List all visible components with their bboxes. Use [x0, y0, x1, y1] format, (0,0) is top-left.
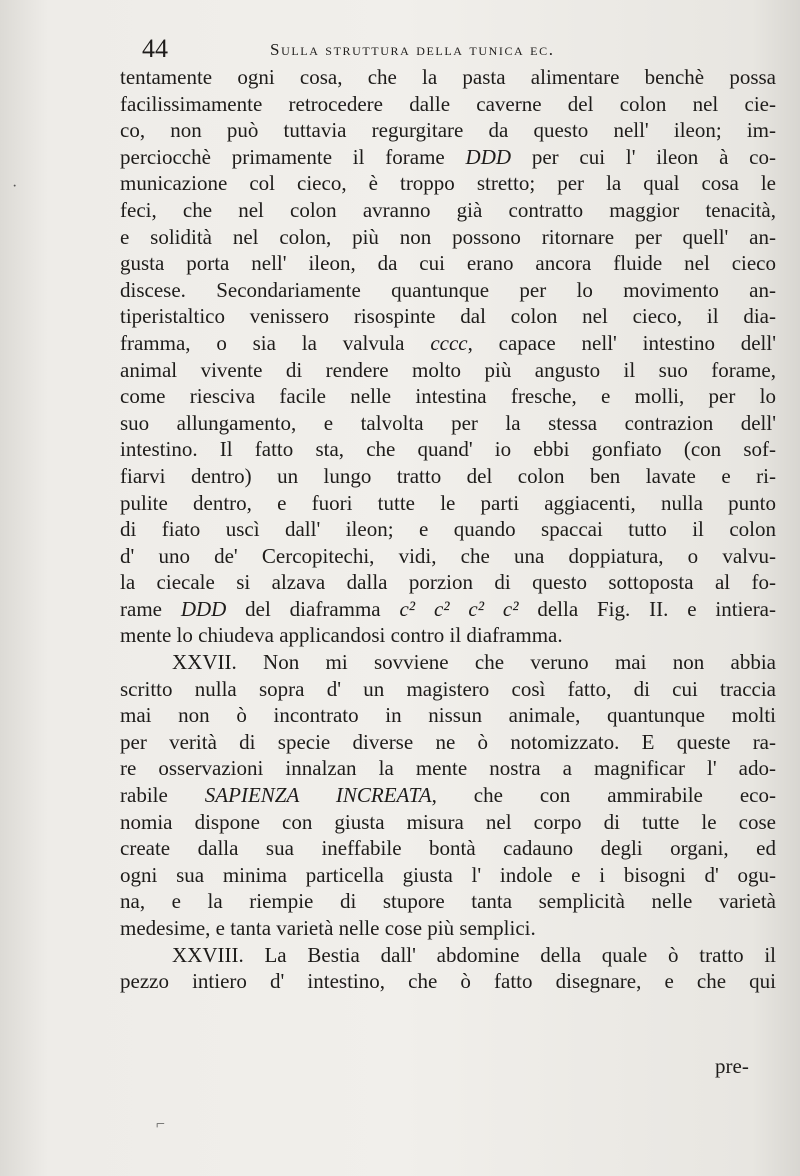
text-run: come riesciva facile nelle intestina fresche, e molli, per lo [120, 384, 776, 409]
text-run: per cui l' ileon à co- [511, 144, 776, 169]
text-run: perciocchè primamente il forame [120, 144, 466, 169]
text-run: na, e la riempie di stupore tanta semplicità nelle varietà [120, 889, 776, 914]
text-line [120, 516, 776, 543]
text-run: XXVIII. La Bestia dall' abdomine della quale ò tratto il [172, 942, 776, 967]
text-run: d' uno de' Cercopitechi, vidi, che una doppiatura, o valvu- [120, 543, 776, 568]
text-line [120, 490, 776, 517]
text-run: , che con ammirabile eco- [431, 783, 776, 808]
text-run: gusta porta nell' ileon, da cui erano ancora fluide nel cieco [120, 251, 776, 276]
text-line [120, 383, 776, 410]
text-line [120, 303, 776, 330]
text-run: suo allungamento, e talvolta per la stessa contrazion dell' [120, 410, 776, 435]
italic-text: c² c² c² c² [399, 596, 519, 621]
text-line [120, 888, 776, 915]
text-line [120, 250, 776, 277]
text-line [120, 649, 776, 676]
text-run: per verità di specie diverse ne ò notomizzato. E queste ra- [120, 729, 776, 754]
text-run: nomia dispone con giusta misura nel corpo di tutte le cose [120, 809, 776, 834]
text-run: della Fig. II. e intiera- [518, 596, 777, 621]
text-line [120, 543, 776, 570]
text-run: tentamente ogni cosa, che la pasta alimentare benchè possa [120, 65, 776, 89]
margin-mark: ⌐ [156, 1116, 166, 1133]
text-run: ogni sua minima particella giusta l' indole e i bisogni d' ogu- [120, 862, 776, 887]
page-number: 44 [142, 34, 168, 63]
text-run: municazione col cieco, è troppo stretto; per la qual cosa le [120, 171, 776, 196]
text-line [120, 144, 776, 171]
text-run: intestino. Il fatto sta, che quand' io ebbi gonfiato (con sof- [120, 437, 776, 462]
text-line [120, 862, 776, 889]
page-header [142, 34, 642, 68]
text-line [120, 782, 776, 809]
text-line [120, 91, 776, 118]
text-line [120, 197, 776, 224]
italic-text: DDD [180, 596, 227, 621]
text-run: medesime, e tanta varietà nelle cose più semplici. [120, 916, 536, 940]
text-run: XXVII. Non mi sovviene che veruno mai non abbia [172, 650, 776, 675]
text-run: feci, che nel colon avranno già contratto maggior tenacità, [120, 197, 776, 222]
text-line [120, 676, 776, 703]
text-run: pezzo intiero d' intestino, che ò fatto disegnare, e che qui [120, 969, 776, 994]
text-run: tiperistaltico venissero risospinte dal colon nel cieco, il dia- [120, 304, 776, 329]
margin-mark: · [12, 178, 18, 195]
text-run: re osservazioni innalzan la mente nostra a magnificar l' ado- [120, 756, 776, 781]
text-line [120, 330, 776, 357]
text-line [120, 729, 776, 756]
text-run: e solidità nel colon, più non possono ritornare per quell' an- [120, 224, 776, 249]
text-line [120, 436, 776, 463]
running-title: sulla struttura della tunica ec. [270, 40, 555, 59]
body-text [120, 64, 776, 995]
text-run: mente lo chiudeva applicandosi contro il diaframma. [120, 623, 563, 648]
text-run: la ciecale si alzava dalla porzion di questo sottoposta al fo- [120, 570, 776, 595]
text-run: pulite dentro, e fuori tutte le parti aggiacenti, nulla punto [120, 490, 776, 515]
text-run: mai non ò incontrato in nissun animale, quantunque molti [120, 703, 776, 728]
text-line [120, 410, 776, 437]
text-run: rabile [120, 783, 205, 808]
text-line [120, 64, 776, 91]
text-run: discese. Secondariamente quantunque per lo movimento an- [120, 277, 776, 302]
text-line [120, 809, 776, 836]
italic-text: SAPIENZA INCREATA [204, 783, 432, 808]
text-line [120, 117, 776, 144]
text-line [120, 622, 776, 649]
text-line [120, 277, 776, 304]
catchword: pre- [715, 1054, 749, 1078]
text-line [120, 702, 776, 729]
text-run: del diaframma [226, 596, 400, 621]
text-run: co, non può tuttavia regurgitare da questo nell' ileon; im- [120, 118, 776, 143]
text-line [120, 224, 776, 251]
text-run: framma, o sia la valvula [120, 330, 431, 355]
text-line [120, 463, 776, 490]
text-run: di fiato uscì dall' ileon; e quando spaccai tutto il colon [120, 517, 776, 542]
text-run: create dalla sua ineffabile bontà cadauno degli organi, ed [120, 836, 776, 861]
text-run: facilissimamente retrocedere dalle caverne del colon nel cie- [120, 91, 776, 116]
italic-text: DDD [465, 144, 512, 169]
text-line [120, 915, 776, 942]
text-line [120, 942, 776, 969]
text-run: , capace nell' intestino dell' [467, 330, 777, 355]
text-line [120, 835, 776, 862]
text-run: scritto nulla sopra d' un magistero così fatto, di cui traccia [120, 676, 776, 701]
text-line [120, 569, 776, 596]
text-run: rame [120, 596, 181, 621]
text-line [120, 357, 776, 384]
text-line [120, 170, 776, 197]
text-run: fiarvi dentro) un lungo tratto del colon ben lavate e ri- [120, 463, 776, 488]
text-line [120, 755, 776, 782]
text-run: animal vivente di rendere molto più angusto il suo forame, [120, 357, 776, 382]
italic-text: cccc [430, 330, 468, 355]
text-line [120, 596, 776, 623]
text-line [120, 968, 776, 995]
